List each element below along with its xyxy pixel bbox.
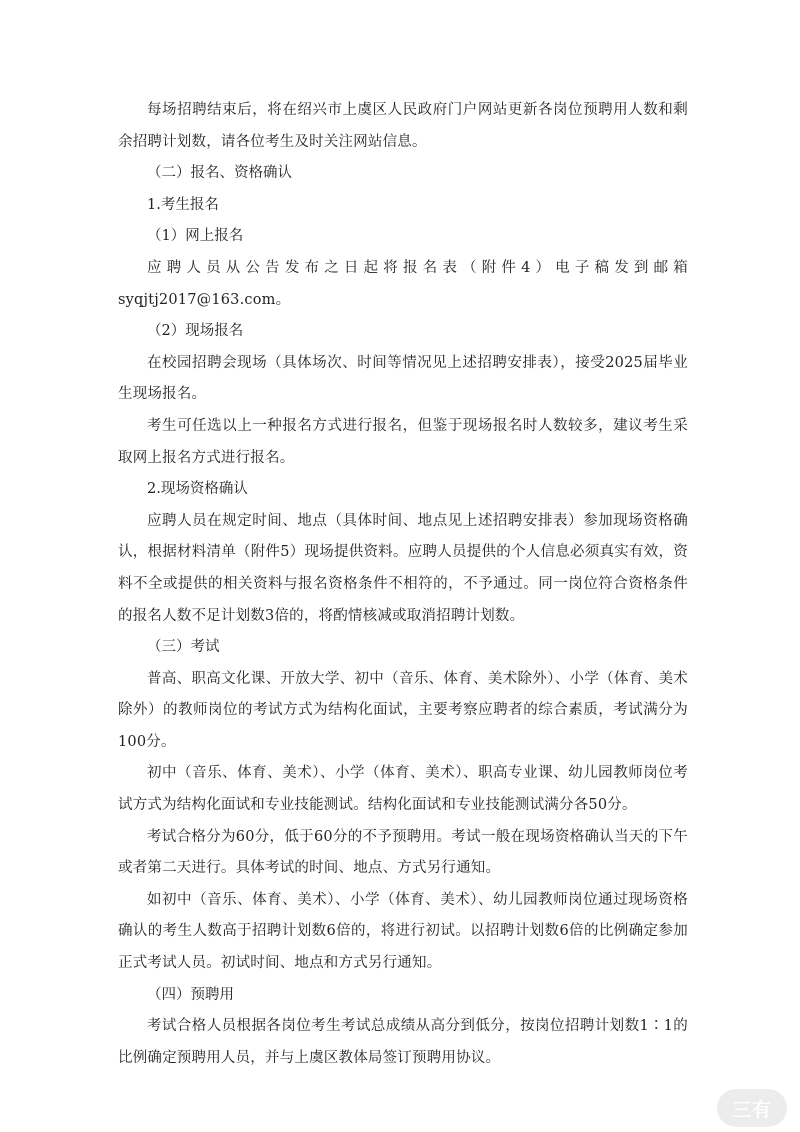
paragraph-registration-choice: 考生可任选以上一种报名方式进行报名，但鉴于现场报名时人数较多，建议考生采取网上报名方式进行报名。	[118, 417, 688, 466]
subheading-onsite-registration: （2）现场报名	[147, 323, 244, 340]
section-heading-registration: （二）报名、资格确认	[147, 165, 292, 182]
paragraph-onsite-registration: 在校园招聘会现场（具体场次、时间等情况见上述招聘安排表），接受2025届毕业生现场报名。	[118, 354, 688, 403]
subheading-online-registration: （1）网上报名	[147, 228, 244, 245]
section-heading-exam: （三）考试	[147, 639, 220, 656]
paragraph-exam-skills: 初中（音乐、体育、美术）、小学（体育、美术）、职高专业课、幼儿园教师岗位考试方式为结构化面试和专业技能测试。结构化面试和专业技能测试满分各50分。	[118, 765, 688, 814]
paragraph-qualification-check: 应聘人员在规定时间、地点（具体时间、地点见上述招聘安排表）参加现场资格确认，根据材料清单（附件5）现场提供资料。应聘人员提供的个人信息必须真实有效，资料不全或提供的相关资料与报名资格条件不相符的，不予通过。同一岗位符合资格条件的报名人数不足计划数3倍的，将酌情核减或取消招聘计划数。	[118, 512, 688, 624]
subheading-candidate-registration: 1.考生报名	[147, 196, 219, 213]
paragraph-online-registration: 应聘人员从公告发布之日起将报名表（附件4）电子稿发到邮箱syqjtj2017@163.com。	[118, 259, 688, 308]
section-heading-pre-employment: （四）预聘用	[147, 986, 234, 1003]
paragraph-preliminary-exam: 如初中（音乐、体育、美术）、小学（体育、美术）、幼儿园教师岗位通过现场资格确认的考生人数高于招聘计划数6倍的，将进行初试。以招聘计划数6倍的比例确定参加正式考试人员。初试时间、地点和方式另行通知。	[118, 891, 688, 972]
paragraph-update-notice: 每场招聘结束后，将在绍兴市上虞区人民政府门户网站更新各岗位预聘用人数和剩余招聘计划数，请各位考生及时关注网站信息。	[118, 102, 688, 150]
watermark-logo	[717, 1089, 787, 1127]
watermark-text: 三有	[731, 1098, 772, 1121]
paragraph-exam-interview: 普高、职高文化课、开放大学、初中（音乐、体育、美术除外）、小学（体育、美术除外）的教师岗位的考试方式为结构化面试，主要考察应聘者的综合素质，考试满分为100分。	[118, 670, 688, 750]
subheading-qualification-check: 2.现场资格确认	[147, 481, 248, 498]
paragraph-exam-pass-score: 考试合格分为60分，低于60分的不予预聘用。考试一般在现场资格确认当天的下午或者第二天进行。具体考试的时间、地点、方式另行通知。	[118, 828, 688, 877]
document-body	[118, 95, 688, 1074]
paragraph-pre-employment: 考试合格人员根据各岗位考生考试总成绩从高分到低分，按岗位招聘计划数1∶1的比例确定预聘用人员，并与上虞区教体局签订预聘用协议。	[118, 1018, 688, 1066]
